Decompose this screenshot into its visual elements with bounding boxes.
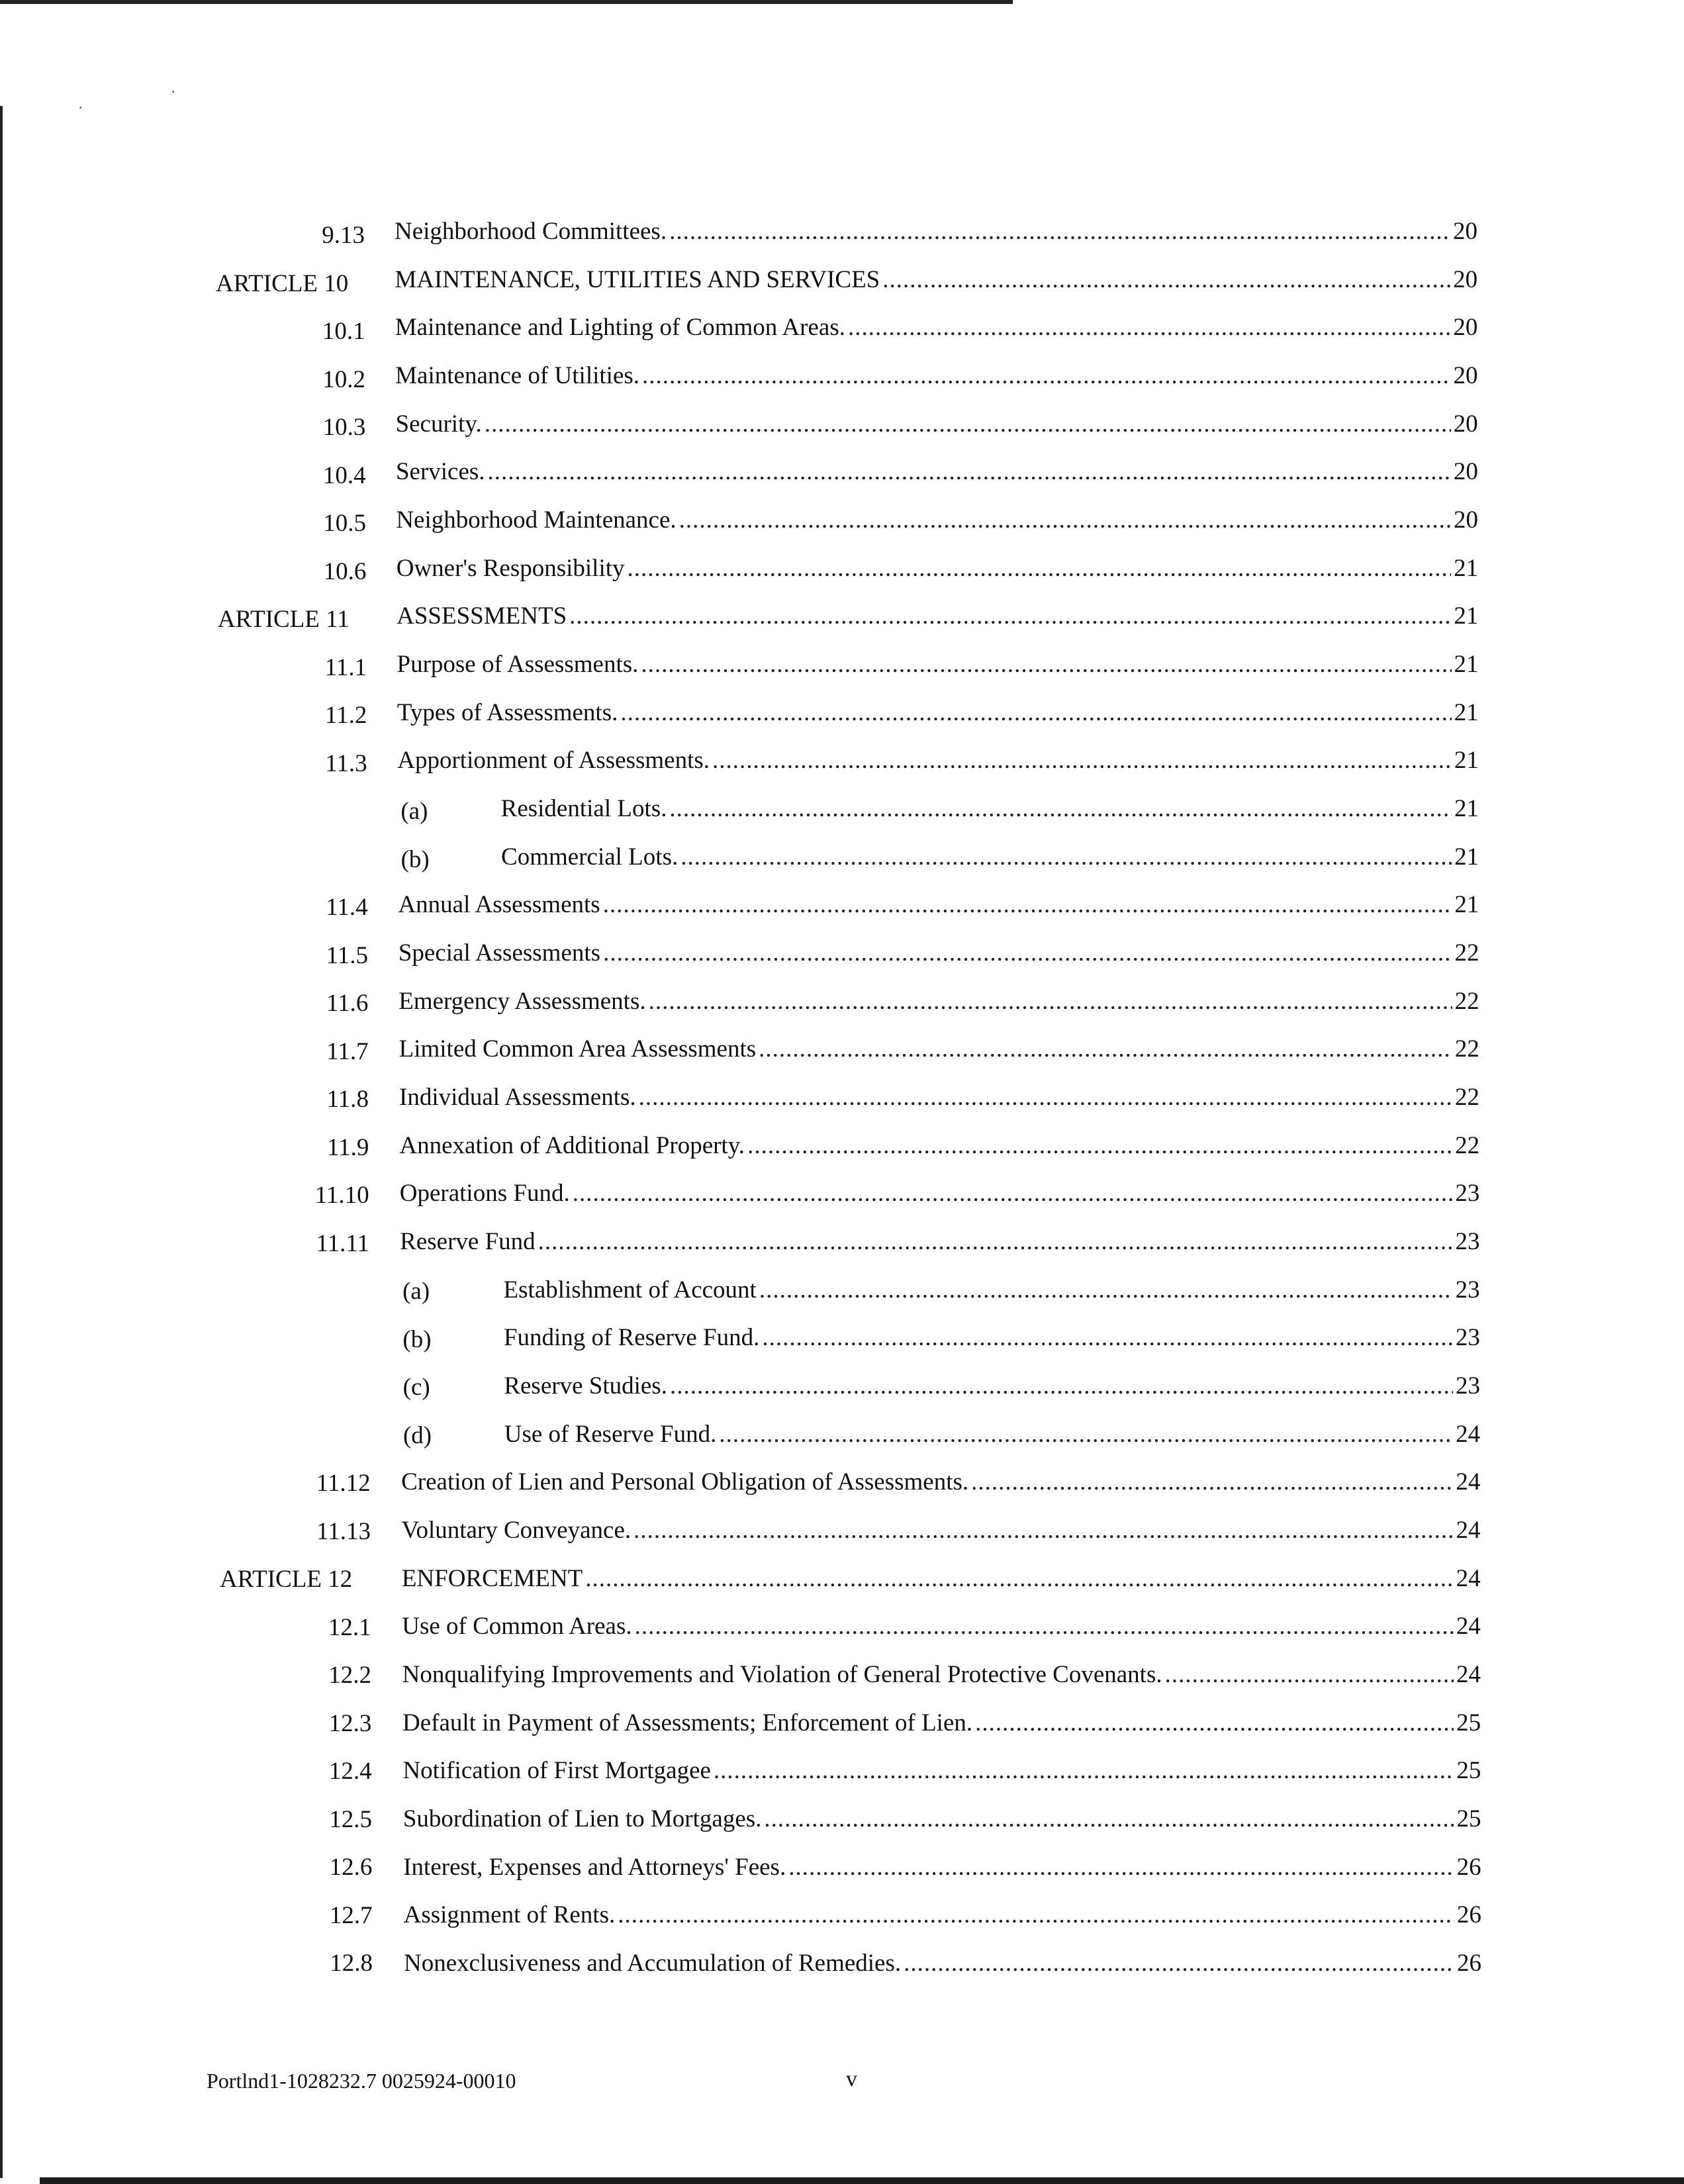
dot-leader [603, 889, 1452, 921]
toc-entry-number: 12.1 [328, 1613, 371, 1641]
toc-entry-title: Maintenance and Lighting of Common Areas. [395, 314, 846, 342]
toc-entry-page: 20 [1453, 458, 1478, 486]
toc-entry [0, 1597, 1684, 1646]
toc-entry-page: 24 [1456, 1420, 1481, 1448]
toc-entry-page: 21 [1454, 602, 1479, 630]
dot-leader [669, 216, 1450, 248]
toc-entry-page: 26 [1457, 1950, 1481, 1977]
dot-leader [641, 649, 1451, 681]
toc-entry-page: 21 [1454, 795, 1479, 822]
dot-leader [620, 697, 1451, 729]
toc-entry-number: 12.6 [329, 1854, 373, 1881]
toc-entry-title: Services. [395, 458, 485, 486]
toc-entry [0, 493, 1684, 542]
table-of-contents [0, 205, 1684, 1981]
scan-edge-top [0, 0, 1013, 4]
toc-entry-page: 23 [1455, 1276, 1480, 1304]
toc-entry-title: Types of Assessments. [397, 698, 618, 726]
toc-entry-number: 11.1 [324, 653, 367, 681]
toc-entry [0, 1741, 1684, 1789]
toc-entry [0, 1885, 1684, 1934]
toc-entry [0, 1357, 1684, 1405]
toc-entry-page: 22 [1454, 987, 1479, 1015]
toc-entry-page: 24 [1456, 1661, 1481, 1688]
toc-entry-line [397, 553, 1478, 585]
dot-leader [635, 1611, 1454, 1642]
toc-entry-line [397, 600, 1478, 632]
toc-entry-line [398, 937, 1479, 969]
toc-entry [0, 1117, 1684, 1166]
toc-entry-line [395, 216, 1477, 248]
toc-entry-line [397, 697, 1479, 729]
toc-entry [0, 350, 1684, 398]
toc-entry [0, 1261, 1684, 1309]
toc-entry-line [395, 360, 1477, 392]
toc-entry-number: 11.11 [316, 1229, 369, 1257]
toc-entry-page: 24 [1456, 1564, 1481, 1592]
toc-entry-number: 9.13 [322, 222, 365, 249]
toc-entry [0, 397, 1684, 446]
toc-entry-title: MAINTENANCE, UTILITIES AND SERVICES [395, 265, 880, 293]
toc-entry-subitem: (c) [402, 1374, 430, 1401]
scan-edge-bottom [40, 2177, 1684, 2184]
toc-entry-title: Neighborhood Committees. [395, 218, 667, 245]
toc-entry-line [504, 1370, 1480, 1402]
dot-leader [971, 1466, 1453, 1498]
toc-entry-line [402, 1515, 1481, 1546]
dot-leader [762, 1322, 1452, 1354]
toc-entry-line [402, 1563, 1481, 1595]
toc-entry [0, 973, 1684, 1021]
toc-entry-number: ARTICLE 10 [216, 269, 349, 297]
toc-entry-title: Owner's Responsibility [396, 554, 625, 582]
toc-entry-title: Nonqualifying Improvements and Violation of General Protective Covenants. [402, 1661, 1162, 1688]
toc-entry-line [398, 986, 1479, 1018]
toc-entry-title: Special Assessments [398, 939, 601, 967]
toc-entry-line [404, 1948, 1481, 1979]
dot-leader [585, 1563, 1453, 1595]
document-id: Portlnd1-1028232.7 0025924-00010 [207, 2069, 516, 2093]
toc-entry [0, 1405, 1684, 1454]
toc-entry [0, 254, 1684, 302]
toc-entry-page: 25 [1456, 1757, 1481, 1785]
toc-entry [0, 1933, 1684, 1981]
toc-entry [0, 734, 1684, 782]
toc-entry-line [400, 1226, 1479, 1258]
toc-entry-page: 21 [1454, 651, 1479, 678]
dot-leader [975, 1707, 1454, 1739]
toc-entry-page: 26 [1456, 1901, 1481, 1929]
toc-entry-subitem: (b) [400, 845, 430, 873]
toc-entry-line [402, 1611, 1481, 1642]
scan-speck-mark: · [171, 83, 176, 100]
toc-entry-page: 21 [1454, 747, 1479, 775]
dot-leader [649, 986, 1452, 1018]
toc-entry-title: Notification of First Mortgagee [402, 1757, 711, 1785]
toc-entry-title: Nonexclusiveness and Accumulation of Remedies. [404, 1950, 902, 1977]
toc-entry [0, 1453, 1684, 1501]
toc-entry [0, 877, 1684, 926]
toc-entry-line [399, 1033, 1479, 1065]
toc-entry-number: 12.4 [328, 1758, 372, 1785]
toc-entry-title: Commercial Lots. [501, 843, 678, 871]
toc-entry-number: 11.12 [316, 1470, 371, 1497]
toc-entry-title: ASSESSMENTS [397, 602, 567, 630]
toc-entry-line [395, 312, 1478, 344]
toc-entry-page: 23 [1455, 1228, 1480, 1255]
toc-entry [0, 638, 1684, 686]
toc-entry [0, 1837, 1684, 1885]
toc-entry-title: Creation of Lien and Personal Obligation of Assessments. [401, 1468, 969, 1496]
toc-entry-number: 10.1 [322, 318, 365, 345]
toc-entry-line [402, 1755, 1481, 1787]
toc-entry-title: Emergency Assessments. [398, 987, 646, 1015]
dot-leader [1165, 1659, 1454, 1691]
toc-entry-line [403, 1803, 1481, 1835]
toc-entry [0, 1021, 1684, 1070]
toc-entry-title: Subordination of Lien to Mortgages. [402, 1805, 762, 1832]
dot-leader [679, 504, 1451, 536]
toc-entry-number: 12.8 [330, 1950, 373, 1977]
toc-entry-number: 12.5 [329, 1805, 372, 1833]
toc-entry-title: Interest, Expenses and Attorneys' Fees. [403, 1853, 786, 1881]
toc-entry-line [501, 841, 1479, 873]
toc-entry-title: Use of Reserve Fund. [504, 1420, 717, 1448]
toc-entry-number: ARTICLE 11 [217, 606, 350, 633]
dot-leader [633, 1515, 1453, 1546]
toc-entry-title: Annual Assessments [398, 891, 600, 919]
toc-entry-page: 21 [1454, 698, 1479, 726]
dot-leader [719, 1419, 1453, 1450]
toc-entry-line [504, 1274, 1480, 1306]
toc-entry-line [401, 1466, 1480, 1498]
toc-entry [0, 1645, 1684, 1693]
dot-leader [603, 937, 1452, 969]
toc-entry-number: 11.3 [325, 749, 367, 777]
toc-entry-title: Apportionment of Assessments. [397, 747, 710, 775]
toc-entry-number: 11.6 [326, 990, 369, 1017]
toc-entry [0, 926, 1684, 974]
toc-entry [0, 542, 1684, 590]
toc-entry [0, 830, 1684, 878]
toc-entry-page: 21 [1454, 554, 1479, 582]
dot-leader [488, 456, 1451, 488]
toc-entry-number: 11.4 [326, 894, 368, 921]
toc-entry-number: 11.9 [326, 1133, 369, 1161]
dot-leader [680, 841, 1452, 873]
toc-entry-line [397, 649, 1479, 681]
toc-entry [0, 1069, 1684, 1117]
toc-entry-title: Annexation of Additional Property. [399, 1131, 745, 1159]
toc-entry-number: 11.13 [316, 1517, 371, 1545]
toc-entry-title: Maintenance of Utilities. [395, 362, 640, 389]
dot-leader [618, 1899, 1454, 1931]
toc-entry [0, 205, 1684, 254]
toc-entry-page: 20 [1453, 218, 1477, 245]
toc-entry-page: 22 [1455, 1084, 1479, 1111]
toc-entry-title: Limited Common Area Assessments [398, 1035, 757, 1063]
dot-leader [573, 1178, 1453, 1210]
dot-leader [569, 600, 1451, 632]
dot-leader [714, 1755, 1454, 1787]
toc-entry-page: 20 [1453, 314, 1478, 342]
dot-leader [669, 793, 1452, 825]
toc-entry [0, 1165, 1684, 1213]
toc-entry-title: Default in Payment of Assessments; Enforcement of Lien. [402, 1709, 973, 1736]
toc-entry-line [403, 1852, 1481, 1883]
toc-entry-page: 24 [1456, 1613, 1481, 1640]
toc-entry-number: 11.2 [324, 702, 367, 729]
dot-leader [788, 1852, 1454, 1883]
toc-entry-page: 24 [1456, 1517, 1481, 1544]
toc-entry-subitem: (d) [402, 1421, 432, 1449]
toc-entry-number: 10.4 [322, 461, 366, 489]
toc-entry-line [402, 1659, 1481, 1691]
toc-entry [0, 1213, 1684, 1262]
page-number: v [846, 2067, 857, 2091]
toc-entry-page: 22 [1455, 1131, 1480, 1159]
dot-leader [747, 1130, 1452, 1162]
dot-leader [642, 360, 1450, 392]
dot-leader [538, 1226, 1453, 1258]
toc-entry-line [396, 408, 1478, 440]
toc-entry-title: Funding of Reserve Fund. [503, 1324, 760, 1352]
toc-entry [0, 1789, 1684, 1838]
dot-leader [628, 553, 1452, 585]
toc-entry [0, 589, 1684, 638]
toc-entry [0, 1693, 1684, 1742]
toc-entry-line [395, 264, 1477, 296]
toc-entry [0, 781, 1684, 830]
toc-entry-line [398, 889, 1479, 921]
toc-entry-page: 22 [1454, 1035, 1479, 1063]
toc-entry-number: 12.3 [328, 1709, 372, 1737]
dot-leader [882, 264, 1450, 296]
toc-entry-page: 20 [1453, 362, 1478, 389]
toc-entry-page: 21 [1454, 843, 1479, 871]
toc-entry-line [404, 1899, 1481, 1931]
toc-entry-line [396, 456, 1478, 488]
toc-entry-number: 12.7 [329, 1901, 373, 1929]
toc-entry-title: Purpose of Assessments. [397, 651, 639, 678]
dot-leader [712, 745, 1452, 777]
toc-entry-number: 12.2 [328, 1662, 371, 1689]
toc-entry-page: 23 [1455, 1324, 1480, 1352]
toc-entry-title: Security. [395, 410, 482, 438]
toc-entry-page: 20 [1453, 506, 1478, 534]
toc-entry-number: 10.6 [323, 557, 367, 585]
toc-entry-title: Assignment of Rents. [403, 1901, 616, 1929]
toc-entry-page: 20 [1453, 410, 1478, 438]
toc-entry-number: 10.2 [322, 365, 365, 393]
toc-entry-number: 11.7 [326, 1037, 369, 1065]
dot-leader [639, 1082, 1452, 1114]
toc-entry-title: Establishment of Account [503, 1276, 757, 1304]
toc-entry-subitem: (a) [400, 798, 428, 825]
dot-leader [670, 1370, 1453, 1402]
toc-entry-subitem: (b) [402, 1325, 432, 1353]
dot-leader [759, 1033, 1452, 1065]
toc-entry-number: 11.8 [326, 1086, 369, 1113]
toc-entry [0, 1549, 1684, 1597]
toc-entry-page: 25 [1456, 1709, 1481, 1736]
toc-entry-line [399, 1130, 1479, 1162]
toc-entry-number: 10.3 [322, 414, 366, 441]
toc-entry-page: 25 [1456, 1805, 1481, 1832]
toc-entry-title: Reserve Fund [400, 1228, 536, 1255]
dot-leader [904, 1948, 1454, 1979]
toc-entry-page: 21 [1454, 891, 1479, 919]
toc-entry-title: Neighborhood Maintenance. [396, 506, 677, 534]
toc-entry-title: Reserve Studies. [504, 1372, 667, 1400]
toc-entry [0, 446, 1684, 494]
toc-entry [0, 1501, 1684, 1550]
toc-entry-title: ENFORCEMENT [401, 1564, 583, 1592]
toc-entry-line [399, 1082, 1479, 1114]
toc-entry-number: 11.10 [314, 1182, 369, 1209]
toc-entry-line [504, 1419, 1480, 1450]
toc-entry [0, 1309, 1684, 1358]
dot-leader [764, 1803, 1454, 1835]
toc-entry-page: 22 [1454, 939, 1479, 967]
dot-leader [759, 1274, 1453, 1306]
toc-entry-line [397, 745, 1479, 777]
toc-entry-subitem: (a) [402, 1278, 430, 1305]
toc-entry [0, 301, 1684, 350]
toc-entry-line [400, 1178, 1480, 1210]
toc-entry-number: ARTICLE 12 [220, 1566, 353, 1593]
toc-entry-line [501, 793, 1479, 825]
toc-entry-line [504, 1322, 1480, 1354]
toc-entry-line [396, 504, 1478, 536]
toc-entry-title: Residential Lots. [500, 795, 667, 822]
toc-entry-page: 23 [1455, 1372, 1480, 1400]
toc-entry-number: 11.5 [326, 941, 368, 969]
toc-entry-number: 10.5 [323, 510, 366, 537]
toc-entry-page: 20 [1453, 265, 1478, 293]
toc-entry-title: Operations Fund. [399, 1180, 570, 1208]
toc-entry-title: Individual Assessments. [399, 1084, 636, 1111]
toc-entry-page: 23 [1455, 1180, 1480, 1208]
toc-entry-page: 26 [1456, 1853, 1481, 1881]
toc-entry-title: Voluntary Conveyance. [401, 1517, 632, 1544]
scan-speck-mark: · [78, 99, 83, 116]
toc-entry-line [402, 1707, 1481, 1739]
dot-leader [848, 312, 1450, 344]
toc-entry-page: 24 [1456, 1468, 1481, 1496]
toc-entry-title: Use of Common Areas. [402, 1613, 632, 1640]
toc-entry [0, 685, 1684, 734]
dot-leader [485, 408, 1451, 440]
